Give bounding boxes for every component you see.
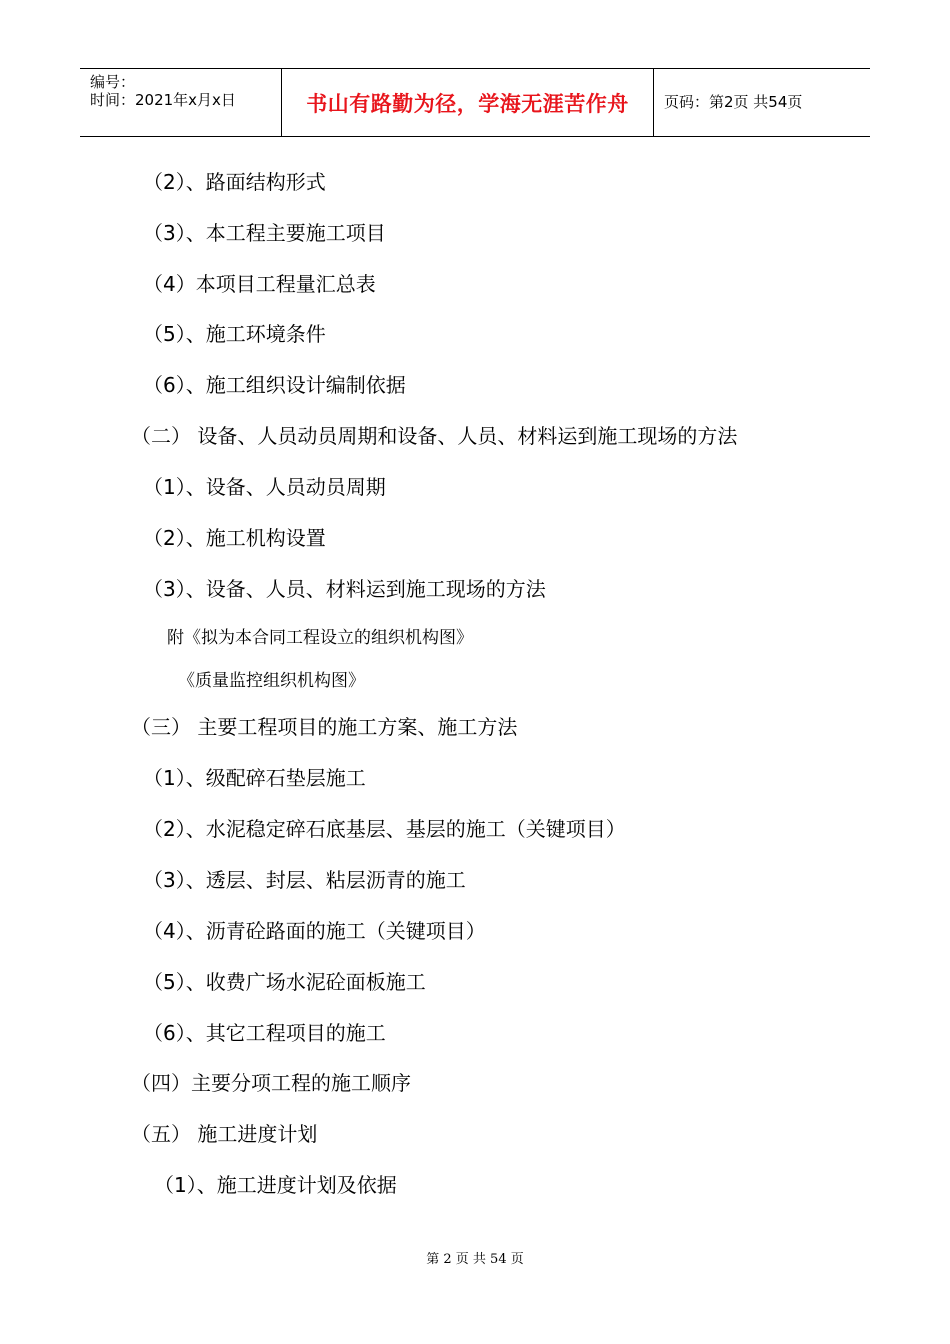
document-number-label: 编号：: [90, 73, 136, 91]
outline-item: （1）、级配碎石垫层施工: [143, 766, 366, 790]
outline-appendix: 附《拟为本合同工程设立的组织机构图》: [167, 628, 473, 648]
outline-item: （4）、沥青砼路面的施工（关键项目）: [143, 919, 486, 943]
header-meta-cell: [80, 69, 282, 136]
outline-section-heading: （三） 主要工程项目的施工方案、施工方法: [131, 715, 518, 739]
outline-item: （3）、透层、封层、粘层沥青的施工: [143, 868, 466, 892]
outline-item: （6）、施工组织设计编制依据: [143, 373, 406, 397]
outline-section-heading: （五） 施工进度计划: [131, 1122, 318, 1146]
outline-item: （4）本项目工程量汇总表: [143, 272, 376, 296]
header-page-info: 页码：第2页 共54页: [664, 93, 803, 111]
outline-item: （3）、设备、人员、材料运到施工现场的方法: [143, 577, 546, 601]
outline-section-heading: （二） 设备、人员动员周期和设备、人员、材料运到施工现场的方法: [131, 424, 738, 448]
header-motto: 书山有路勤为径，学海无涯苦作舟: [306, 92, 629, 116]
outline-item: （2）、水泥稳定碎石底基层、基层的施工（关键项目）: [143, 817, 626, 841]
outline-item: （2）、施工机构设置: [143, 526, 326, 550]
header-motto-cell: [282, 69, 654, 136]
outline-item: （6）、其它工程项目的施工: [143, 1021, 386, 1045]
outline-appendix: 《质量监控组织机构图》: [178, 671, 365, 691]
page-header: [80, 68, 870, 137]
page-footer: 第 2 页 共 54 页: [426, 1252, 524, 1267]
outline-item: （5）、收费广场水泥砼面板施工: [143, 970, 426, 994]
header-page-cell: [654, 69, 870, 136]
outline-item: （2）、路面结构形式: [143, 170, 326, 194]
outline-item: （1）、施工进度计划及依据: [154, 1173, 397, 1197]
outline-item: （3）、本工程主要施工项目: [143, 221, 386, 245]
outline-item: （1）、设备、人员动员周期: [143, 475, 386, 499]
document-time-label: 时间：2021年x月x日: [90, 91, 236, 109]
outline-section-heading: （四）主要分项工程的施工顺序: [131, 1071, 411, 1095]
outline-item: （5）、施工环境条件: [143, 322, 326, 346]
